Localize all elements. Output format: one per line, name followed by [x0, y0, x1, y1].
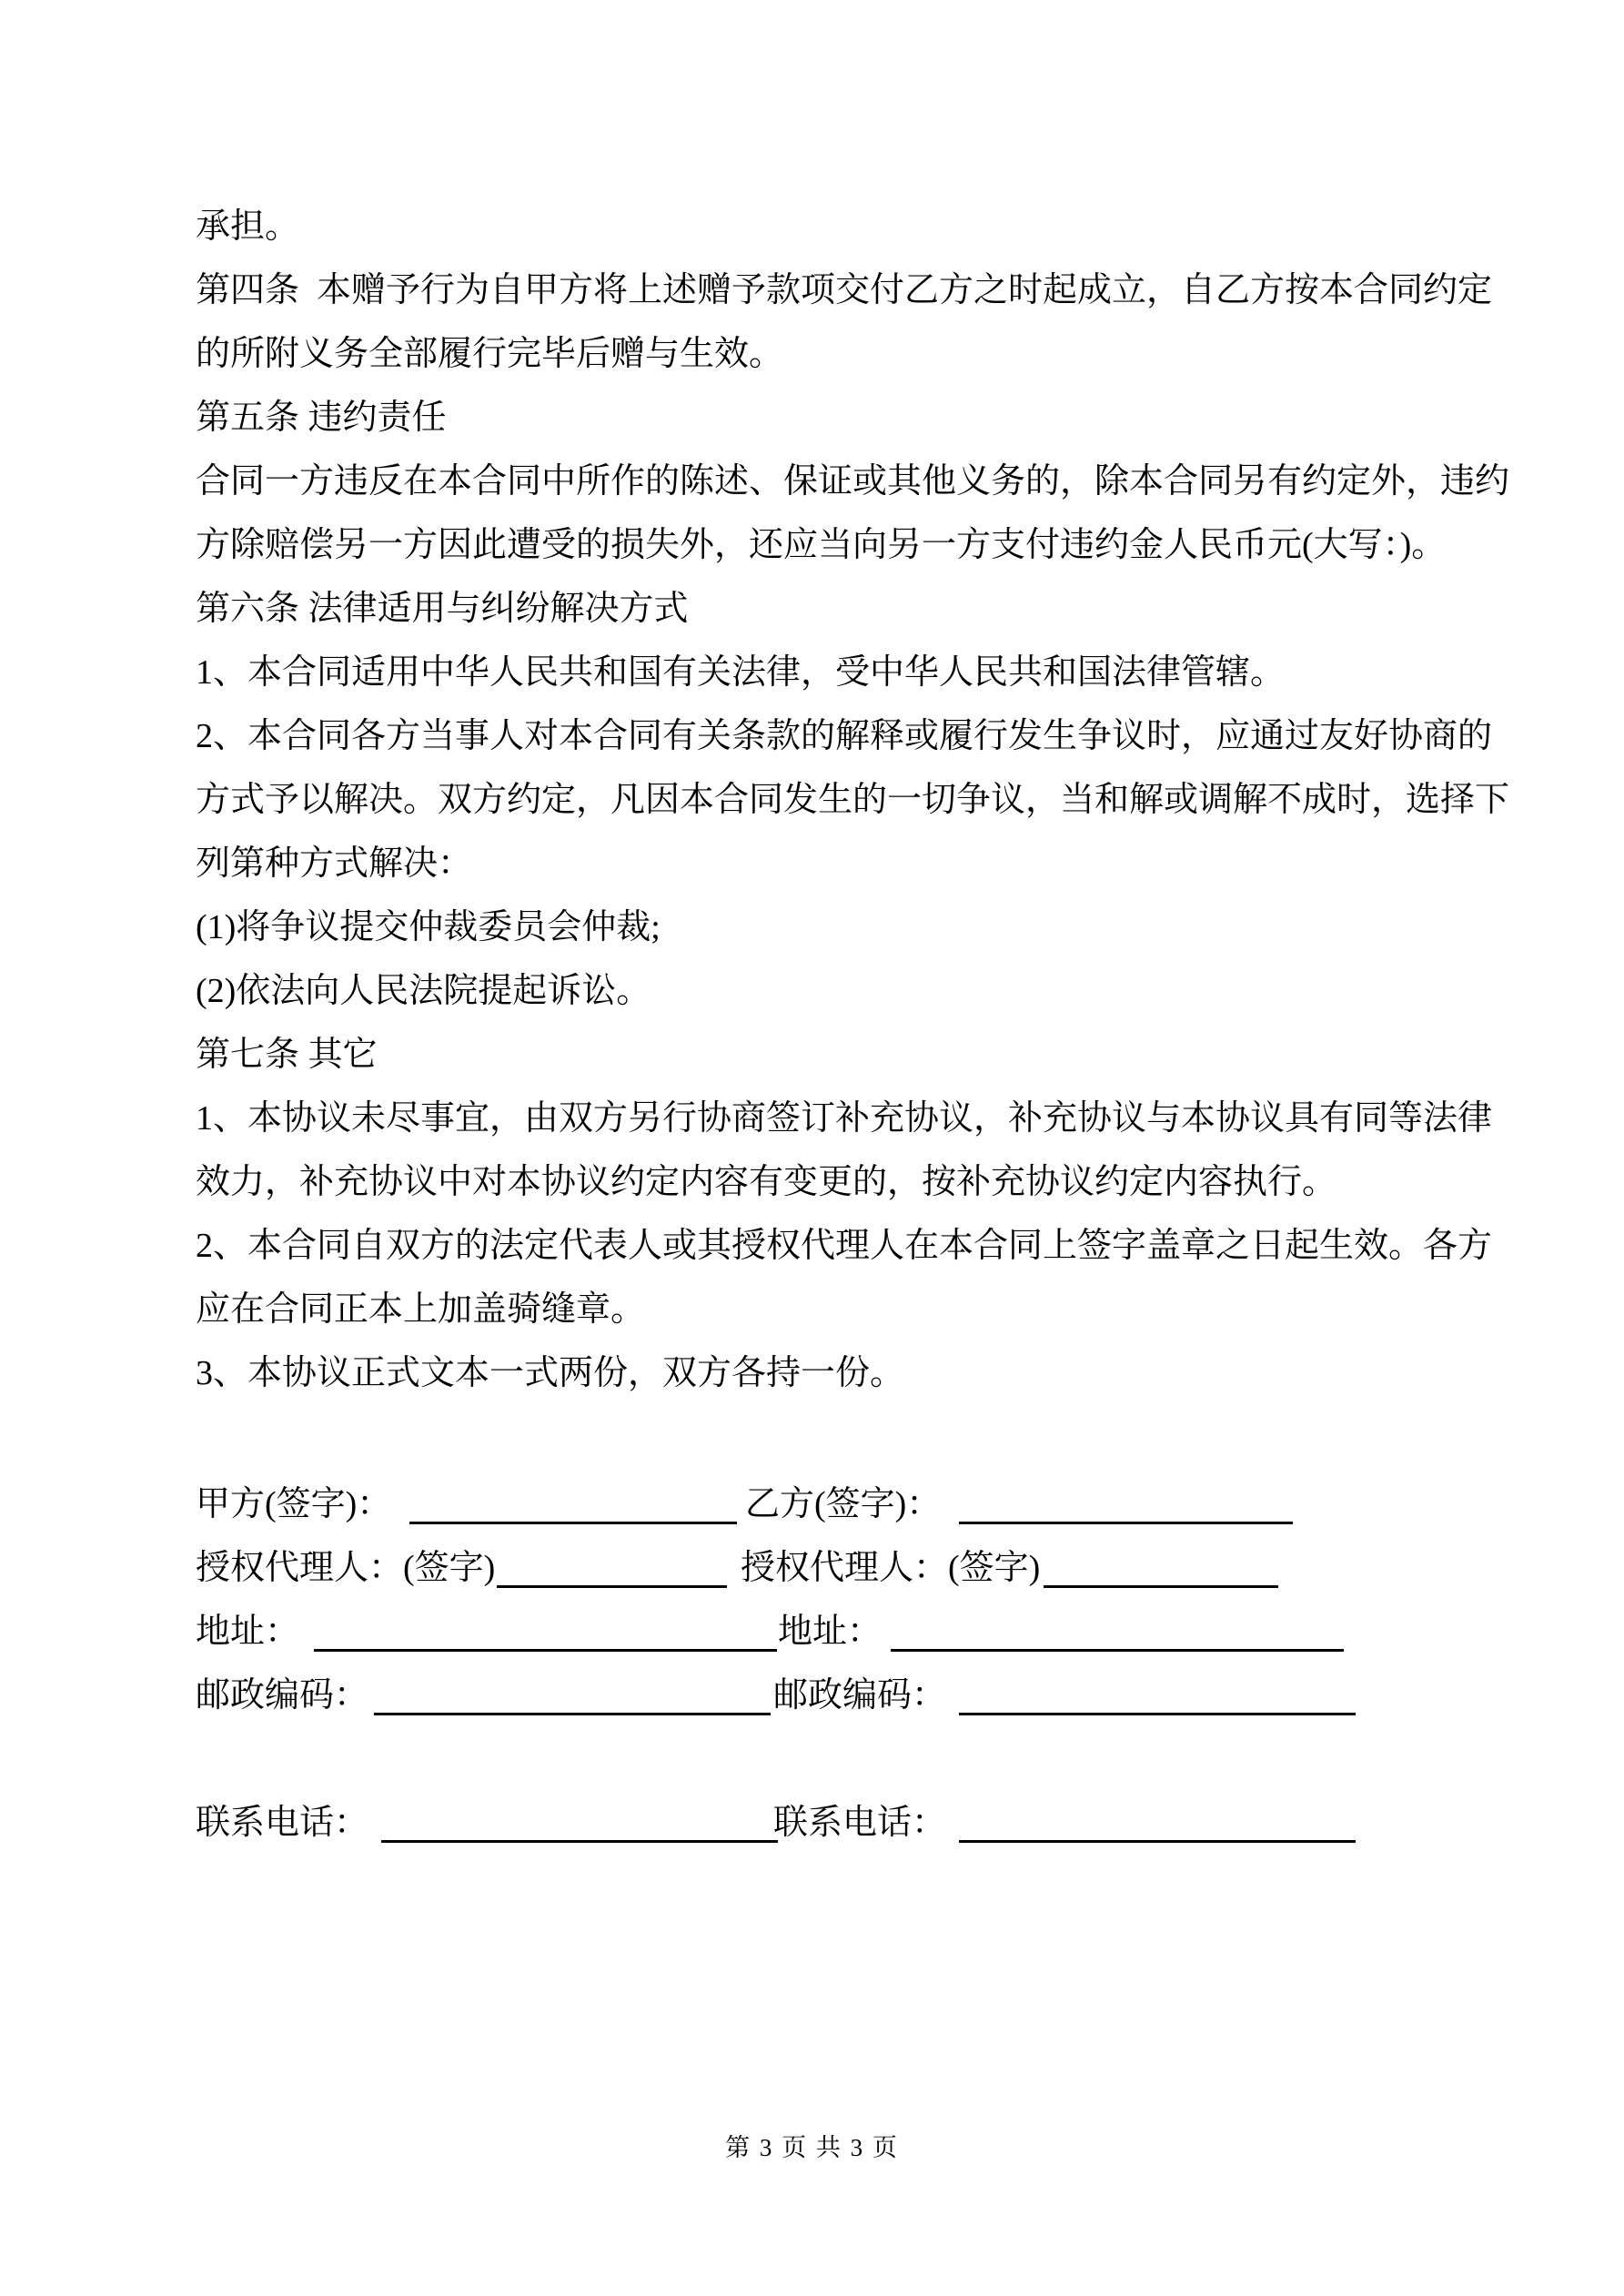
signature-section [196, 1472, 1506, 1855]
signature-label: 授权代理人：(签字) [741, 1549, 1041, 1587]
signature-row [196, 1472, 1506, 1536]
document-line: 列第种方式解决： [196, 845, 473, 883]
signature-blank-line [959, 1521, 1293, 1524]
document-line: 3、本协议正式文本一式两份，双方各持一份。 [196, 1354, 905, 1392]
signature-blank-line [497, 1584, 727, 1588]
document-line: 1、本协议未尽事宜，由双方另行协商签订补充协议，补充协议与本协议具有同等法律 [196, 1099, 1493, 1138]
document-line: 第六条 法律适用与纠纷解决方式 [196, 590, 689, 628]
signature-left-column [196, 1536, 727, 1600]
document-line: 合同一方违反在本合同中所作的陈述、保证或其他义务的，除本合同另有约定外，违约 [196, 462, 1510, 501]
document-line: 应在合同正本上加盖骑缝章。 [196, 1290, 646, 1329]
contract-body [196, 195, 1510, 1405]
signature-row [196, 1664, 1506, 1727]
signature-blank-line [959, 1712, 1356, 1715]
signature-right-column [773, 1791, 1356, 1855]
page-number: 第 3 页 共 3 页 [725, 2134, 899, 2161]
signature-label: 地址： [778, 1613, 883, 1651]
signature-label: 地址： [196, 1613, 300, 1651]
signature-label: 联系电话： [196, 1804, 369, 1842]
document-line: 2、本合同各方当事人对本合同有关条款的解释或履行发生争议时，应通过友好协商的 [196, 717, 1493, 755]
signature-label: 邮政编码： [773, 1676, 947, 1714]
document-line: 1、本合同适用中华人民共和国有关法律，受中华人民共和国法律管辖。 [196, 653, 1286, 692]
signature-left-column [196, 1791, 778, 1855]
signature-blank-line [1044, 1584, 1278, 1588]
signature-label: 邮政编码： [196, 1676, 369, 1714]
signature-right-column [773, 1664, 1356, 1727]
signature-blank-line [891, 1648, 1344, 1652]
signature-row [196, 1536, 1506, 1600]
document-line: 2、本合同自双方的法定代表人或其授权代理人在本合同上签字盖章之日起生效。各方 [196, 1227, 1493, 1265]
document-line: 承担。 [196, 207, 300, 246]
signature-right-column [745, 1472, 1293, 1536]
signature-blank-line [959, 1839, 1356, 1843]
signature-row [196, 1600, 1506, 1664]
signature-blank-line [374, 1712, 771, 1715]
document-line: 第七条 其它 [196, 1036, 378, 1074]
document-line: 效力，补充协议中对本协议约定内容有变更的，按补充协议约定内容执行。 [196, 1163, 1337, 1201]
signature-label: 联系电话： [773, 1804, 947, 1842]
signature-label: 授权代理人：(签字) [196, 1549, 496, 1587]
document-line: (2)依法向人民法院提起诉讼。 [196, 972, 651, 1010]
document-line: 第四条 本赠予行为自甲方将上述赠予款项交付乙方之时起成立，自乙方按本合同约定 [196, 271, 1493, 309]
page-footer [0, 2129, 1624, 2166]
signature-right-column [741, 1536, 1278, 1600]
signature-left-column [196, 1664, 771, 1727]
signature-left-column [196, 1472, 737, 1536]
signature-blank-line [409, 1521, 737, 1524]
signature-blank-line [381, 1839, 778, 1843]
signature-label: 甲方(签字)： [196, 1485, 392, 1523]
signature-blank-line [314, 1648, 777, 1652]
signature-right-column [778, 1600, 1344, 1664]
document-line: 的所附义务全部履行完毕后赠与生效。 [196, 335, 784, 373]
document-line: 第五条 违约责任 [196, 399, 447, 437]
document-line: 方式予以解决。双方约定，凡因本合同发生的一切争议，当和解或调解不成时，选择下 [196, 781, 1510, 819]
signature-label: 乙方(签字)： [745, 1485, 942, 1523]
signature-row [196, 1791, 1506, 1855]
document-line: (1)将争议提交仲裁委员会仲裁; [196, 908, 661, 946]
document-line: 方除赔偿另一方因此遭受的损失外，还应当向另一方支付违约金人民币元(大写：)。 [196, 526, 1447, 564]
signature-left-column [196, 1600, 777, 1664]
